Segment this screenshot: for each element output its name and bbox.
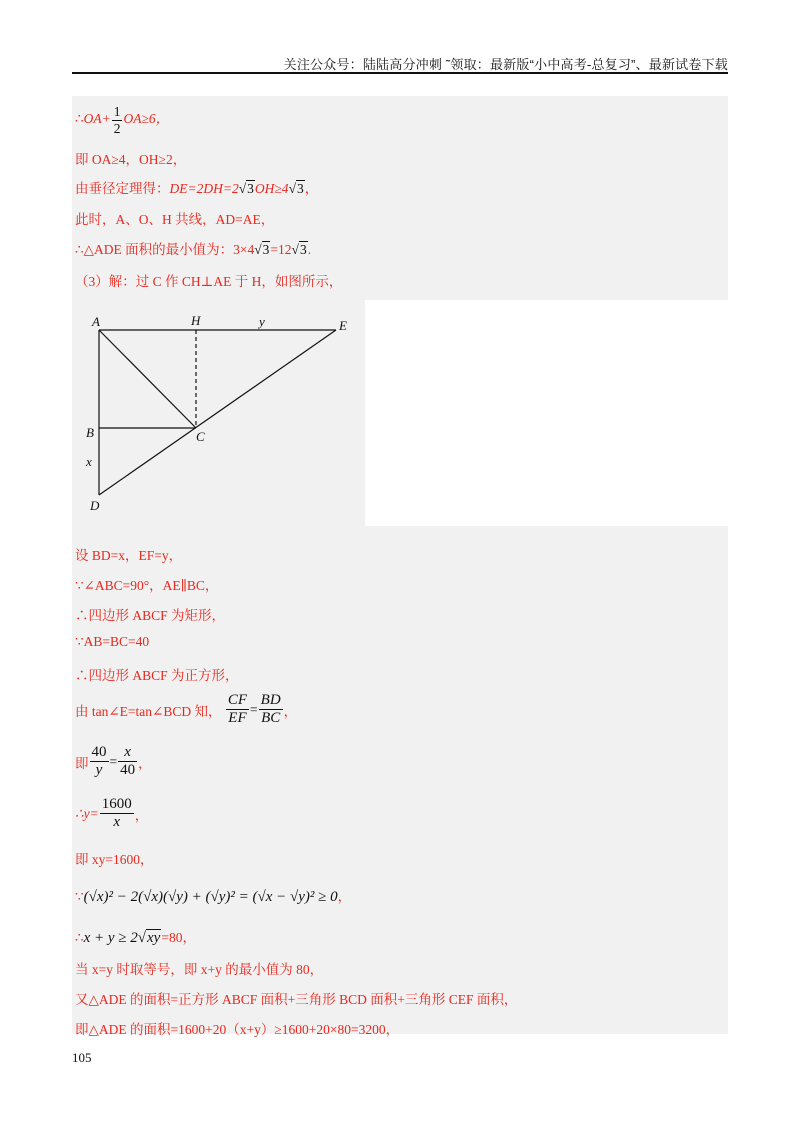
solution-line-8: ∵∠ABC=90°，AE∥BC， (75, 578, 219, 593)
solution-line-13: 即 $\frac{40}{y}$ = $\frac{x}{40}$ ， (75, 744, 152, 779)
label-h: H (191, 313, 201, 328)
page-header: 关注公众号：陆陆高分冲刺 ˜领取：最新版“小中高考-总复习”、最新试卷下载 (283, 57, 728, 72)
solution-line-9: ∴四边形 ABCF 为矩形， (75, 608, 226, 623)
label-x: x (86, 454, 92, 469)
label-e: E (339, 318, 347, 333)
label-b: B (86, 425, 94, 440)
label-a: A (92, 314, 100, 329)
solution-line-5: ∴△ADE 面积的最小值为：3×4√3=12√3. (75, 242, 312, 257)
solution-line-17: ∴x + y ≥ 2√xy=80， (75, 930, 196, 946)
label-d: D (90, 498, 100, 513)
solution-line-15: 即 xy=1600， (75, 852, 154, 867)
solution-line-3: 由垂径定理得：DE=2DH=2√3OH≥4√3， (75, 181, 319, 196)
solution-line-12: 由 tan∠E=tan∠BCD 知， $\frac{CF}{EF}$ = $\frac{BD}{BC}$ ， (75, 692, 298, 727)
segment-ac (99, 330, 196, 428)
solution-line-1: ∴OA+ $\frac{1}{2}$ OA≥6， (75, 104, 170, 136)
solution-line-18: 当 x=y 时取等号，即 x+y 的最小值为 80， (75, 962, 324, 977)
solution-line-16: ∵(√x)² − 2(√x)(√y) + (√y)² = (√x − √y)² ≥ 0， (75, 889, 352, 905)
solution-line-14: ∴y= $\frac{1600}{x}$ ， (75, 796, 149, 831)
geometry-figure (72, 300, 365, 526)
solution-line-11: ∴四边形 ABCF 为正方形， (75, 668, 239, 683)
solution-line-7: 设 BD=x，EF=y， (75, 548, 183, 563)
page-number: 105 (72, 1050, 92, 1065)
solution-line-10: ∵AB=BC=40 (75, 634, 150, 649)
solution-line-4: 此时，A、O、H 共线，AD=AE， (75, 212, 275, 227)
solution-line-19: 又△ADE 的面积=正方形 ABCF 面积+三角形 BCD 面积+三角形 CEF 面积， (75, 992, 518, 1007)
label-y: y (259, 314, 265, 329)
header-divider (72, 72, 728, 74)
solution-line-2: 即 OA≥4，OH≥2， (75, 152, 187, 167)
label-c: C (196, 429, 205, 444)
solution-line-20: 即△ADE 的面积=1600+20（x+y）≥1600+20×80=3200， (75, 1022, 400, 1037)
segment-de (99, 330, 336, 495)
solution-line-6: （3）解：过 C 作 CH⊥AE 于 H，如图所示， (75, 274, 343, 289)
geometry-diagram (72, 300, 365, 526)
